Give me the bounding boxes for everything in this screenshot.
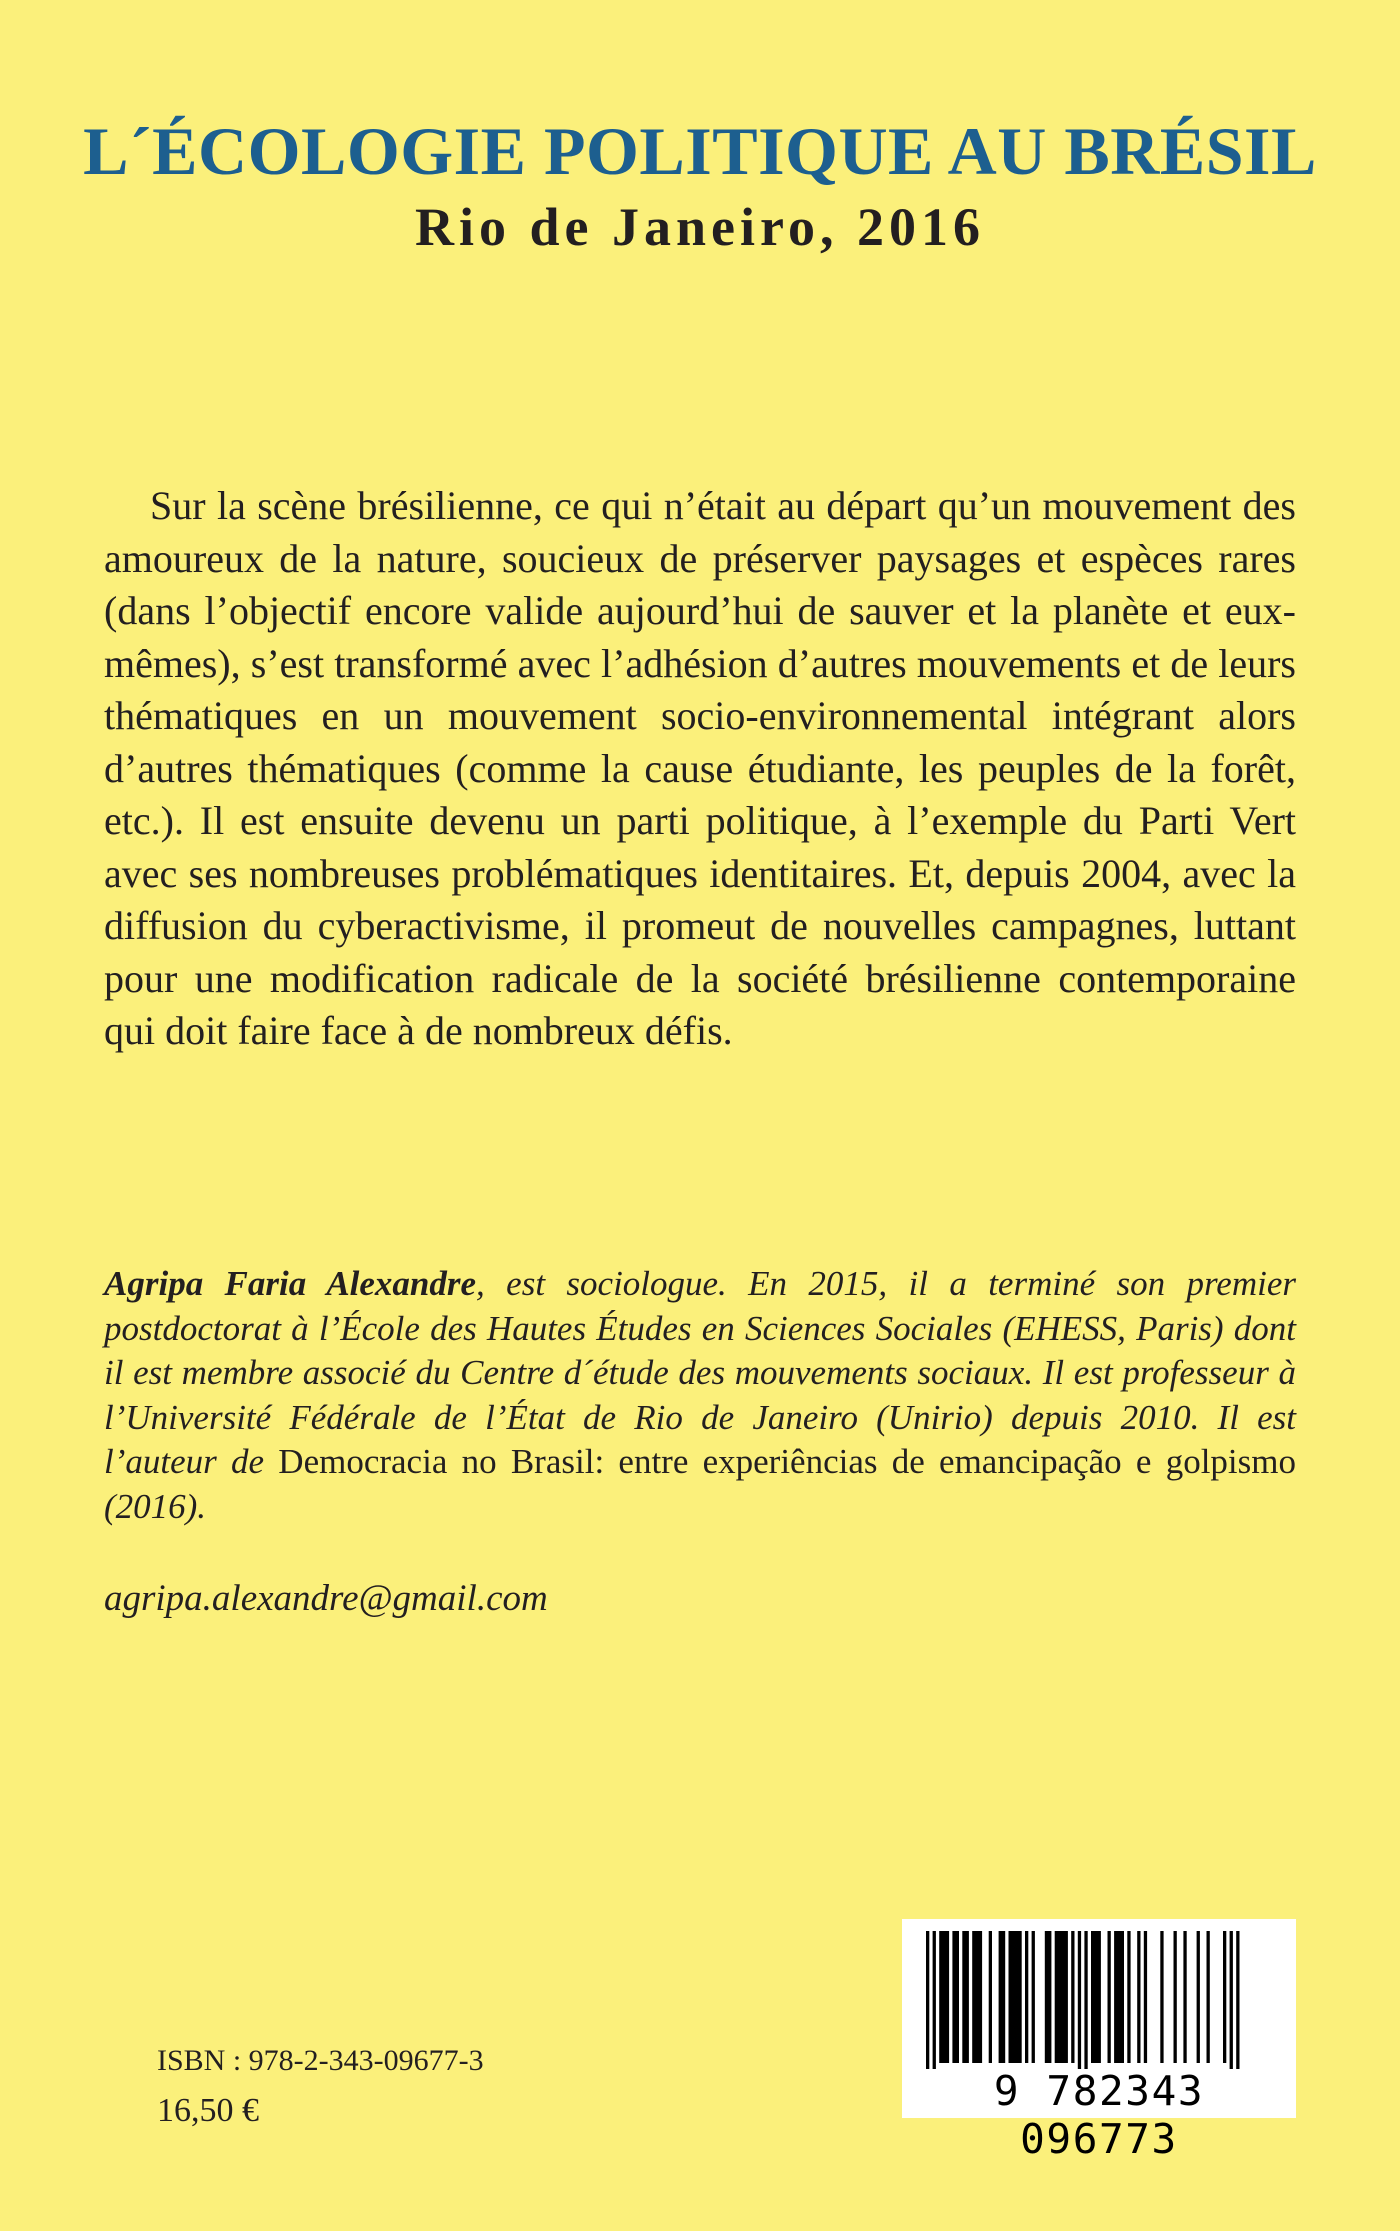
barcode-bar (1144, 1931, 1147, 2063)
barcode-bar (1114, 1931, 1124, 2063)
barcode-guard-bar (1236, 1931, 1239, 2069)
barcode-bar (999, 1931, 1006, 2063)
barcode-guard-bar (1084, 1931, 1087, 2069)
barcode-bar (1071, 1931, 1074, 2063)
bio-text-1: , est sociologue. En 2015, il a terminé son premier postdoctorat à l’École des Hautes Études en Sciences Sociales (EHESS, Paris) dont il est membre associé du Centre d´étude des mouvements sociaux. Il est professeur à l’Université Fédérale de l’État de Rio de Janeiro (Unirio) depuis 2010. Il est l’auteur de (104, 1264, 1296, 1481)
book-subtitle: Rio de Janeiro, 2016 (415, 197, 985, 257)
barcode-bar (962, 1931, 969, 2063)
barcode-guard-bar (926, 1931, 929, 2069)
barcode-bar (952, 1931, 959, 2063)
price-label: 16,50 € (157, 2092, 259, 2129)
barcode-bar (1009, 1931, 1022, 2063)
bio-text-2: (2016). (104, 1486, 207, 1526)
summary-paragraph: Sur la scène brésilienne, ce qui n’était au départ qu’un mouvement des amoureux de la nature, soucieux de préserver paysages et espèces rares (dans l’objectif encore valide aujourd’hui de sauver et la planète et eux-mêmes), s’est transformé avec l’adhésion d’autres mouvements et de leurs thématiques en un mouvement socio-environnemental intégrant alors d’autres thématiques (comme la cause étudiante, les peuples de la forêt, etc.). Il est ensuite devenu un parti politique, à l’exemple du Parti Vert avec ses nombreuses problématiques identitaires. Et, depuis 2004, avec la diffusion du cyberactivisme, il promeut de nouvelles campagnes, luttant pour une modification radicale de la société brésilienne contemporaine qui doit faire face à de nombreux défis. (104, 483, 1296, 1053)
bio-book-title: Democracia no Brasil: entre experiências de emancipação e golpismo (278, 1442, 1297, 1481)
author-email: agripa.alexandre@gmail.com (104, 1578, 548, 1619)
book-title: L´ÉCOLOGIE POLITIQUE AU BRÉSIL (83, 113, 1317, 189)
barcode-bar (1032, 1931, 1035, 2063)
author-bio (104, 1262, 1296, 1529)
isbn-label: ISBN : 978-2-343-09677-3 (157, 2044, 484, 2077)
barcode-bar (1183, 1931, 1186, 2063)
barcode-bar (1207, 1931, 1210, 2063)
barcode-guard-bar (933, 1931, 936, 2069)
barcode-digits: 9 782343 096773 (993, 2067, 1205, 2163)
barcode-bar (1127, 1931, 1130, 2063)
barcode-guard-bar (1230, 1931, 1233, 2069)
barcode-bar (1045, 1931, 1052, 2063)
barcode-bar (939, 1931, 949, 2063)
barcode-bar (1160, 1931, 1163, 2063)
barcode (902, 1919, 1296, 2163)
barcode-bar (1055, 1931, 1068, 2063)
barcode-guard-bar (1078, 1931, 1081, 2069)
barcode-bar (1137, 1931, 1140, 2063)
barcode-bar (989, 1931, 992, 2063)
barcode-bar (1197, 1931, 1200, 2063)
barcode-bar (1174, 1931, 1177, 2063)
barcode-bar (1091, 1931, 1101, 2063)
barcode-bar (972, 1931, 982, 2063)
barcode-bar (1025, 1931, 1028, 2063)
author-name: Agripa Faria Alexandre (104, 1264, 477, 1303)
barcode-bar (1108, 1931, 1111, 2063)
barcode-bar (1223, 1931, 1226, 2063)
barcode-bars (902, 1919, 1296, 2069)
